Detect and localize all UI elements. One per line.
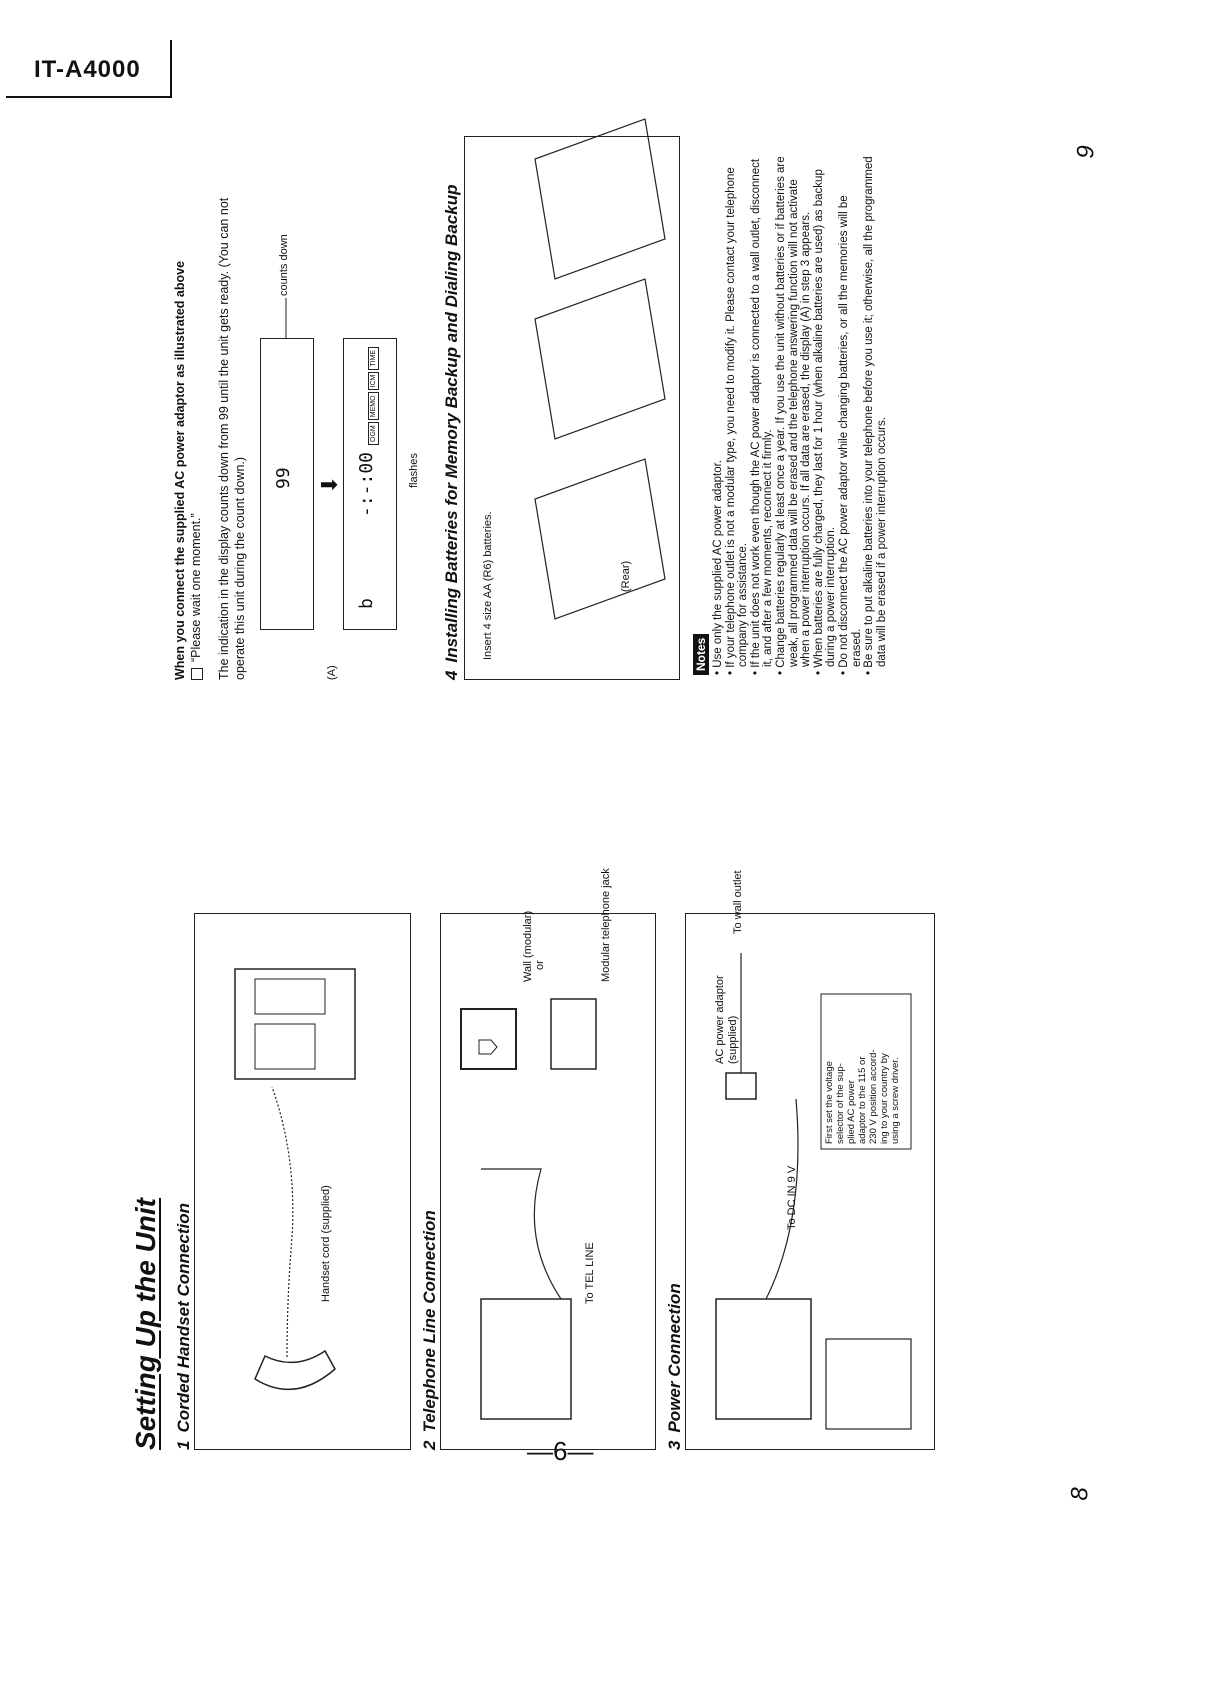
- voltage-note-line: selector of the sup-: [835, 1063, 846, 1144]
- note-item: • If your telephone outlet is not a modular type, you need to modify it. Please contact your telephone company for assistance.: [724, 167, 750, 675]
- down-arrow-icon: ⬇: [317, 475, 342, 494]
- step-1-number: 1: [174, 1440, 193, 1450]
- handset-illustration: [195, 914, 410, 1449]
- header-divider-vertical: [170, 40, 172, 98]
- connect-line-1: When you connect the supplied AC power adaptor as illustrated above: [173, 260, 187, 680]
- voltage-note-line: 230 V position accord-: [868, 1049, 879, 1144]
- note-text: Use only the supplied AC power adaptor.: [712, 459, 724, 668]
- flashes-label: flashes: [408, 453, 420, 488]
- counts-down-label: counts down: [278, 234, 290, 296]
- note-text: Change batteries regularly at least once a year. If you use the unit without batteries or if batteries are weak, all programmed data will be erased and the telephone answering function will not activate when a power interruption occurs. If all data are erased, the display (A) in step 3 appears.: [774, 156, 813, 668]
- left-page-number-text: 8: [1066, 1487, 1094, 1501]
- display-a-label: (A): [326, 665, 338, 680]
- note-text: When batteries are fully charged, they last for 1 hour (when alkaline batteries are used) as backup during a power interruption.: [812, 169, 838, 668]
- countdown-paragraph: The indication in the display counts down from 99 until the unit gets ready. (You can not operate this unit during the count down.): [217, 197, 247, 680]
- modular-jack-label: Modular telephone jack: [600, 868, 612, 982]
- rear-label: (Rear): [620, 560, 632, 592]
- step-3-title: Power Connection: [665, 1283, 684, 1433]
- step-2-illustration: [440, 910, 656, 1450]
- page-number: —6—: [527, 1436, 594, 1466]
- step-2-heading: [420, 1210, 440, 1450]
- voltage-note-line: adaptor to the 115 or: [857, 1056, 868, 1144]
- to-tel-line-label: To TEL LINE: [584, 1242, 596, 1304]
- to-dc-in-label: To DC IN 9 V: [786, 1165, 798, 1230]
- right-page-number: [1072, 138, 1100, 166]
- step-1-heading: [174, 1203, 194, 1450]
- lcd-buttons: [362, 345, 380, 445]
- lcd-display-top: [260, 338, 314, 630]
- step-1-illustration: [194, 913, 411, 1450]
- right-page-number-text: 9: [1072, 145, 1100, 159]
- rotated-page: [130, 156, 1030, 1460]
- lcd-top-value: 99: [273, 467, 294, 489]
- display-icon: [191, 668, 203, 680]
- ac-adaptor-label: AC power adaptor: [714, 975, 726, 1064]
- step-4-number: 4: [442, 670, 461, 680]
- note-text: Do not disconnect the AC power adaptor while changing batteries, or all the memories will be erased.: [837, 195, 863, 668]
- note-text: If your telephone outlet is not a modular type, you need to modify it. Please contact your telephone company for assistance.: [724, 167, 750, 668]
- step-2-number: 2: [420, 1440, 439, 1450]
- step-2-title: Telephone Line Connection: [420, 1210, 439, 1433]
- wall-modular-label: Wall (modular): [522, 910, 534, 982]
- lcd-display-bottom: [343, 338, 397, 630]
- lcd-button-time: TIME: [368, 347, 379, 370]
- ac-adaptor-supplied-label: (supplied): [727, 1015, 739, 1064]
- voltage-note-line: plied AC power: [846, 1080, 857, 1144]
- step-4-title: Installing Batteries for Memory Backup and Dialing Backup: [442, 184, 461, 663]
- step-4-heading: [442, 185, 462, 680]
- step-3-number: 3: [665, 1440, 684, 1450]
- note-text: If the unit does not work even though the AC power adaptor is connected to a wall outlet, disconnect it, and after a few moments, reconnect it firmly.: [749, 158, 775, 668]
- to-wall-outlet-label: To wall outlet: [732, 870, 744, 934]
- notes-list: [712, 155, 888, 675]
- model-number: IT-A4000: [34, 56, 141, 83]
- note-item: • If the unit does not work even though the AC power adaptor is connected to a wall outlet, disconnect it, and after a few moments, reconnect it firmly.: [749, 158, 775, 675]
- battery-illustration: [465, 137, 679, 679]
- please-wait-text: “Please wait one moment.”: [189, 513, 203, 662]
- lcd-button-icm: ICM: [368, 372, 379, 391]
- voltage-note-line: using a screw driver.: [890, 1057, 901, 1144]
- note-item: • When batteries are fully charged, they last for 1 hour (when alkaline batteries are used) as backup during a power interruption.: [812, 169, 838, 675]
- section-title: Setting Up the Unit: [130, 1198, 161, 1450]
- voltage-note-line: ing to your country by: [879, 1053, 890, 1144]
- tel-line-illustration: [441, 914, 655, 1449]
- lcd-bottom-left: b: [356, 598, 377, 609]
- step-1-title: Corded Handset Connection: [174, 1203, 193, 1433]
- connect-line-2: [188, 180, 204, 680]
- handset-cord-label: Handset cord (supplied): [320, 1185, 332, 1302]
- note-item: • Change batteries regularly at least once a year. If you use the unit without batteries or if batteries are weak, all programmed data will be erased and the telephone answering function will not activate when a power interruption occurs. If all data are erased, the display (A) in step 3 appears.: [774, 156, 813, 675]
- counts-down-leader: [285, 298, 287, 338]
- note-item: • Use only the supplied AC power adaptor.: [712, 459, 724, 675]
- note-item: • Do not disconnect the AC power adaptor while changing batteries, or all the memories will be erased.: [837, 195, 863, 675]
- note-text: Be sure to put alkaline batteries into your telephone before you use it; otherwise, all the programmed data will be erased if a power interruption occurs.: [863, 156, 888, 668]
- step-3-heading: [665, 1283, 685, 1450]
- lcd-bottom-time: -:-:00: [356, 451, 377, 517]
- insert-batteries-label: Insert 4 size AA (R6) batteries.: [482, 511, 494, 660]
- step-4-illustration: [464, 136, 680, 680]
- voltage-note-line: First set the voltage: [824, 1061, 835, 1144]
- voltage-note: [824, 1049, 901, 1144]
- left-page-number: [1066, 1480, 1094, 1508]
- notes-tag-label: Notes: [693, 634, 709, 675]
- lcd-button-memo: MEMO: [368, 392, 379, 420]
- note-item: • Be sure to put alkaline batteries into your telephone before you use it; otherwise, all the programmed data will be erased if a power interruption occurs.: [863, 156, 888, 675]
- lcd-button-ogm: OGM: [368, 422, 379, 445]
- notes-tag: [692, 634, 710, 675]
- header-divider-horizontal: [6, 96, 172, 98]
- or-label: or: [534, 960, 546, 970]
